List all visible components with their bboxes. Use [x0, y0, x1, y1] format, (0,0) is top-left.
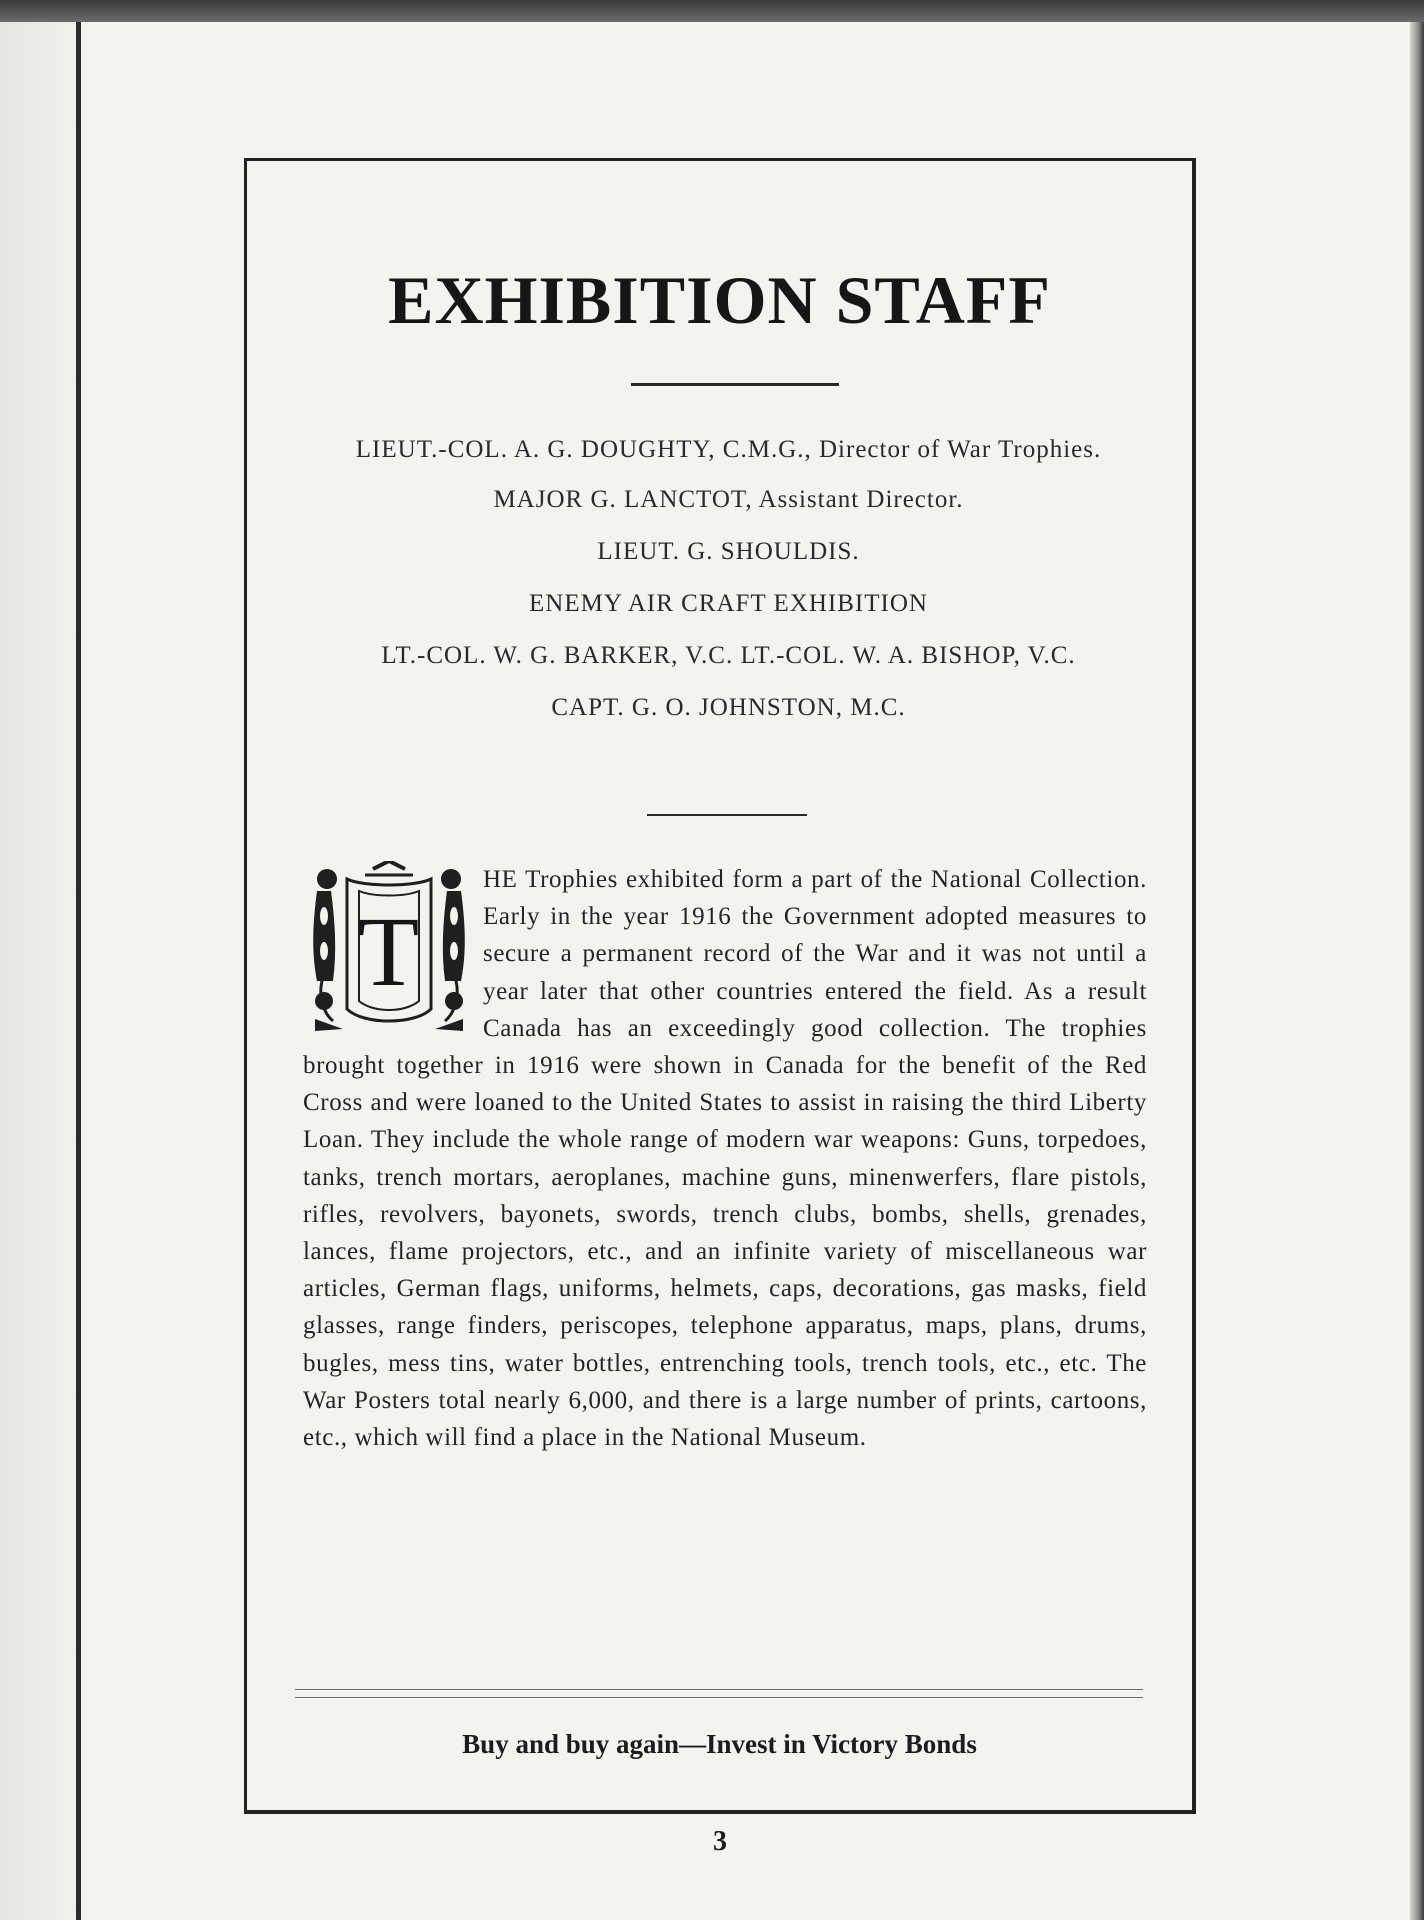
footer-double-rule — [295, 1689, 1143, 1698]
section-heading: ENEMY AIR CRAFT EXHIBITION — [529, 590, 928, 617]
staff-line: CAPT. G. O. JOHNSTON, M.C. — [551, 694, 906, 721]
staff-line: LIEUT. G. SHOULDIS. — [597, 538, 860, 565]
body-paragraph — [303, 861, 1147, 1456]
staff-line: MAJOR G. LANCTOT, Assistant Director. — [493, 486, 964, 513]
title-divider — [631, 383, 839, 386]
page-right-edge — [1410, 22, 1424, 1920]
ornamental-drop-cap — [303, 861, 475, 1033]
footer-slogan: Buy and buy again—Invest in Victory Bonds — [462, 1729, 977, 1759]
drop-cap-letter: T — [358, 896, 420, 1007]
page-number: 3 — [713, 1826, 727, 1857]
content-frame — [244, 158, 1196, 1814]
body-text: HE Trophies exhibited form a part of the National Collection. Early in the year 1916 the Government adopted measures to secure a permanent record of the War and it was not until a year later that other countries entered the field. As a result Canada has an exceedingly good collection. The trophies brought together in 1916 were shown in Canada for the benefit of the Red Cross and were loaned to the United States to assist in raising the third Liberty Loan. They include the whole range of modern war weapons: Guns, torpedoes, tanks, trench mortars, aeroplanes, machine guns, minenwerfers, flare pistols, rifles, revolvers, bayonets, swords, trench clubs, bombs, shells, grenades, lances, flame projectors, etc., and an infinite variety of miscellaneous war articles, German flags, uniforms, helmets, caps, decorations, gas masks, field glasses, range finders, periscopes, telephone apparatus, maps, plans, drums, bugles, mess tins, water bottles, entrenching tools, trench tools, etc., etc. The War Posters total nearly 6,000, and there is a large number of prints, cartoons, etc., which will find a place in the National Museum. — [303, 866, 1147, 1452]
gutter-shade — [0, 22, 76, 1920]
staff-line: LIEUT.-COL. A. G. DOUGHTY, C.M.G., Director of War Trophies. — [355, 436, 1102, 463]
staff-list — [303, 434, 1154, 744]
section-divider — [647, 814, 807, 816]
scan-top-edge — [0, 0, 1424, 24]
page-title: EXHIBITION STAFF — [388, 262, 1051, 338]
staff-line: LT.-COL. W. G. BARKER, V.C. LT.-COL. W. A. BISHOP, V.C. — [381, 642, 1076, 669]
book-spine — [76, 22, 81, 1920]
